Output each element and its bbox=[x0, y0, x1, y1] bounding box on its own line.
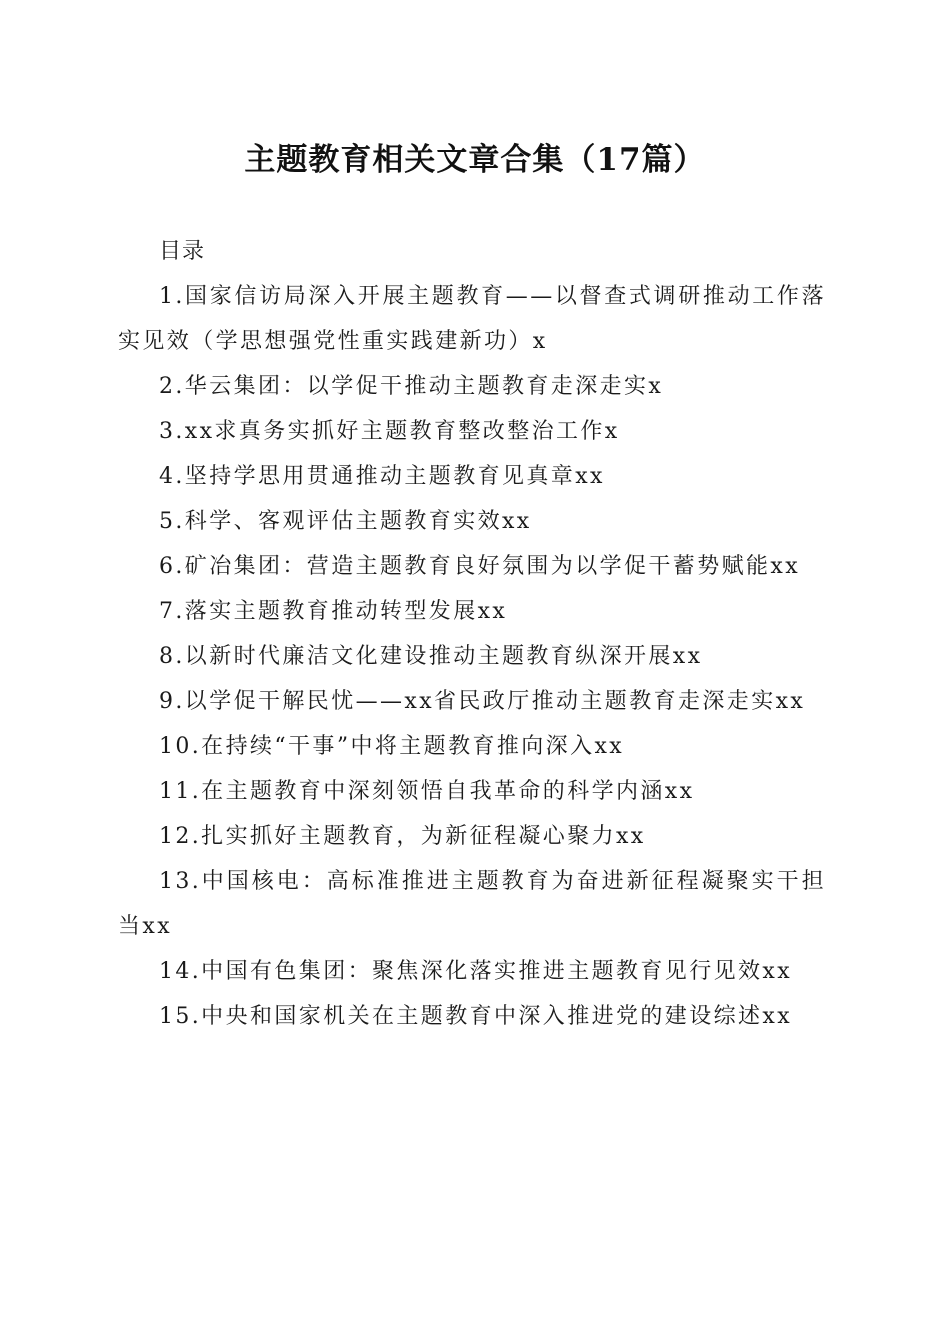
toc-item: 10.在持续“干事”中将主题教育推向深入xx bbox=[159, 734, 625, 759]
toc-item: 6.矿冶集团：营造主题教育良好氛围为以学促干蓄势赋能xx bbox=[159, 554, 801, 579]
toc-item: 15.中央和国家机关在主题教育中深入推进党的建设综述xx bbox=[159, 1004, 793, 1029]
toc-item: 4.坚持学思用贯通推动主题教育见真章xx bbox=[159, 464, 605, 489]
toc-heading: 目录 bbox=[159, 239, 206, 264]
toc-item: 8.以新时代廉洁文化建设推动主题教育纵深开展xx bbox=[159, 644, 703, 669]
toc-item: 14.中国有色集团：聚焦深化落实推进主题教育见行见效xx bbox=[159, 959, 793, 984]
toc-item: 7.落实主题教育推动转型发展xx bbox=[159, 599, 508, 624]
toc-item: 12.扎实抓好主题教育，为新征程凝心聚力xx bbox=[159, 824, 646, 849]
toc-item: 2.华云集团：以学促干推动主题教育走深走实x bbox=[159, 374, 664, 399]
toc-item: 9.以学促干解民忧——xx省民政厅推动主题教育走深走实xx bbox=[159, 689, 806, 714]
toc-item: 13.中国核电：高标准推进主题教育为奋进新征程凝聚实干担当xx bbox=[118, 869, 826, 939]
toc-item: 3.xx求真务实抓好主题教育整改整治工作x bbox=[159, 419, 620, 444]
toc-item: 1.国家信访局深入开展主题教育——以督查式调研推动工作落实见效（学思想强党性重实践建新功）x bbox=[118, 284, 826, 354]
toc-item: 5.科学、客观评估主题教育实效xx bbox=[159, 509, 532, 534]
document-title: 主题教育相关文章合集（17篇） bbox=[244, 142, 706, 178]
table-of-contents bbox=[118, 229, 826, 1039]
toc-item: 11.在主题教育中深刻领悟自我革命的科学内涵xx bbox=[159, 779, 695, 804]
